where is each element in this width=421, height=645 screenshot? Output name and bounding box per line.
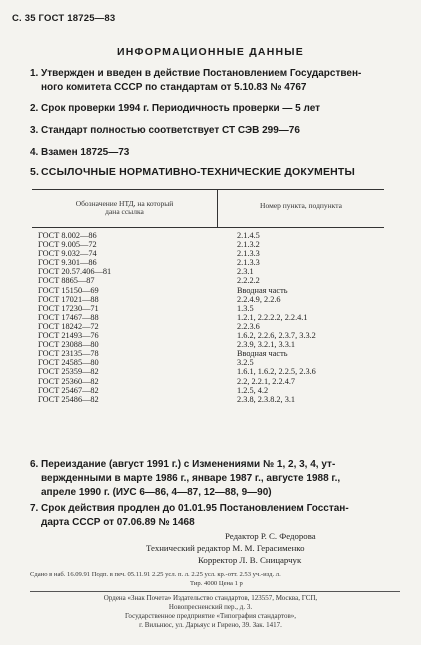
publishing-info [30, 570, 410, 588]
ntd-table-header [32, 189, 384, 228]
table-row [38, 313, 398, 322]
footer-line: г. Вильнюс, ул. Дарьяус и Гирено, 39. Зак. 1417. [139, 621, 282, 629]
ntd-designation: ГОСТ 8865—87 [38, 276, 95, 286]
section-number: 4. [30, 147, 39, 158]
section-line: Взамен 18725—73 [41, 147, 130, 158]
ntd-designation: ГОСТ 24585—80 [38, 358, 99, 368]
footer-line: Ордена «Знак Почета» Издательство стандартов, 123557, Москва, ГСП, [103, 594, 318, 602]
editor: Редактор Р. С. Федорова [225, 531, 316, 541]
ntd-designation: ГОСТ 25359—82 [38, 367, 99, 377]
ntd-designation: ГОСТ 20.57.406—81 [38, 267, 112, 277]
publishing-line: Сдано в наб. 16.09.91 Подп. в печ. 05.11.91 2.25 усл. п. л. 2.25 усл. кр.-отт. 2.53 уч.-изд. л. [30, 571, 281, 578]
clause-number: 2.1.3.3 [237, 258, 260, 268]
corrector: Корректор Л. В. Сницарчук [198, 555, 302, 565]
section-line: ного комитета СССР по стандартам от 5.10.83 № 4767 [41, 82, 307, 93]
section-line: вержденными в марте 1986 г., январе 1987 г., августе 1988 г., [41, 473, 341, 484]
ntd-designation: ГОСТ 8.002—86 [38, 231, 97, 240]
table-row [38, 249, 398, 258]
clause-number: Вводная часть [237, 349, 288, 359]
tech-editor: Технический редактор М. М. Герасименко [146, 543, 305, 553]
clause-number: 2.1.3.2 [237, 240, 260, 250]
clause-number: 1.2.5, 4.2 [237, 385, 269, 395]
section-number: 6. [30, 459, 39, 470]
clause-number: 1.3.5 [237, 303, 254, 313]
section-1 [30, 67, 402, 95]
table-row [38, 358, 398, 367]
ntd-designation: ГОСТ 25360—82 [38, 376, 99, 386]
divider [30, 591, 400, 592]
footer-line: Государственное предприятие «Типография стандартов», [124, 612, 297, 620]
clause-number: Вводная часть [237, 285, 288, 295]
clause-number: 2.1.3.3 [237, 249, 260, 259]
table-row [38, 267, 398, 276]
clause-number: 2.1.4.5 [237, 231, 260, 240]
section-number: 2. [30, 103, 39, 114]
section-4 [30, 146, 402, 160]
section-line: Срок действия продлен до 01.01.95 Постановлением Госстан- [41, 503, 349, 514]
clause-number: 2.3.1 [237, 267, 254, 277]
clause-number: 2.2.3.6 [237, 321, 260, 331]
section-line: ССЫЛОЧНЫЕ НОРМАТИВНО-ТЕХНИЧЕСКИЕ ДОКУМЕНТЫ [41, 166, 356, 178]
ntd-designation: ГОСТ 17467—88 [38, 312, 99, 322]
table-row [38, 367, 398, 376]
table-row [38, 395, 398, 404]
clause-number: 1.6.1, 1.6.2, 2.2.5, 2.3.6 [237, 367, 316, 377]
col-header-line: Обозначение НТД, на который [75, 199, 174, 208]
section-2 [30, 102, 402, 116]
section-3 [30, 124, 402, 138]
table-row [38, 349, 398, 358]
table-row [38, 286, 398, 295]
clause-number: 3.2.5 [237, 358, 254, 368]
section-line: Срок проверки 1994 г. Периодичность проверки — 5 лет [41, 103, 321, 114]
table-row [38, 322, 398, 331]
ntd-designation: ГОСТ 17230—71 [38, 303, 99, 313]
table-row [38, 386, 398, 395]
ntd-designation: ГОСТ 9.032—74 [38, 249, 97, 259]
ntd-designation: ГОСТ 9.301—86 [38, 258, 97, 268]
table-row [38, 304, 398, 313]
page-title: ИНФОРМАЦИОННЫЕ ДАННЫЕ [117, 46, 304, 58]
ntd-designation: ГОСТ 21493—76 [38, 331, 99, 341]
section-line: Переиздание (август 1991 г.) с Изменениями № 1, 2, 3, 4, ут- [41, 459, 336, 470]
col-header-clause: Номер пункта, подпункта [260, 201, 342, 210]
ntd-designation: ГОСТ 23135—78 [38, 349, 99, 359]
table-row [38, 276, 398, 285]
col-header-designation [32, 200, 217, 216]
section-number: 3. [30, 125, 39, 136]
section-line: Утвержден и введен в действие Постановлением Государствен- [41, 68, 362, 79]
table-row [38, 331, 398, 340]
clause-number: 1.6.2, 2.2.6, 2.3.7, 3.3.2 [237, 331, 316, 341]
ntd-designation: ГОСТ 9.005—72 [38, 240, 97, 250]
clause-number: 2.2, 2.2.1, 2.2.4.7 [237, 376, 296, 386]
section-line: дарта СССР от 07.06.89 № 1468 [41, 517, 195, 528]
table-row [38, 340, 398, 349]
section-7 [30, 502, 402, 530]
section-number: 1. [30, 68, 39, 79]
clause-number: 2.2.2.2 [237, 276, 260, 286]
clause-number: 2.3.9, 3.2.1, 3.3.1 [237, 340, 296, 350]
col-header-line: дана ссылка [105, 207, 144, 216]
ntd-designation: ГОСТ 15150—69 [38, 285, 99, 295]
publishing-line: Тир. 4000 Цена 1 р [190, 580, 243, 587]
table-row [38, 377, 398, 386]
clause-number: 1.2.1, 2.2.2.2, 2.2.4.1 [237, 312, 308, 322]
section-line: апреле 1990 г. (ИУС 6—86, 4—87, 12—88, 9—90) [41, 487, 272, 498]
clause-number: 2.2.4.9, 2.2.6 [237, 294, 281, 304]
footer-imprint [0, 594, 421, 630]
footer-line: Новопресненский пер., д. 3. [168, 603, 253, 611]
section-number: 7. [30, 503, 39, 514]
ntd-designation: ГОСТ 25486—82 [38, 394, 99, 404]
ntd-designation: ГОСТ 18242—72 [38, 321, 99, 331]
ntd-table-body [38, 231, 398, 404]
page-header: С. 35 ГОСТ 18725—83 [12, 13, 116, 24]
clause-number: 2.3.8, 2.3.8.2, 3.1 [237, 394, 296, 404]
section-number: 5. [30, 166, 40, 178]
table-row [38, 258, 398, 267]
section-5 [30, 165, 402, 179]
ntd-designation: ГОСТ 23088—80 [38, 340, 99, 350]
table-row [38, 240, 398, 249]
ntd-designation: ГОСТ 25467—82 [38, 385, 99, 395]
section-line: Стандарт полностью соответствует СТ СЭВ 299—76 [41, 125, 300, 136]
section-6 [30, 458, 402, 500]
table-row [38, 231, 398, 240]
table-row [38, 295, 398, 304]
ntd-designation: ГОСТ 17021—88 [38, 294, 99, 304]
